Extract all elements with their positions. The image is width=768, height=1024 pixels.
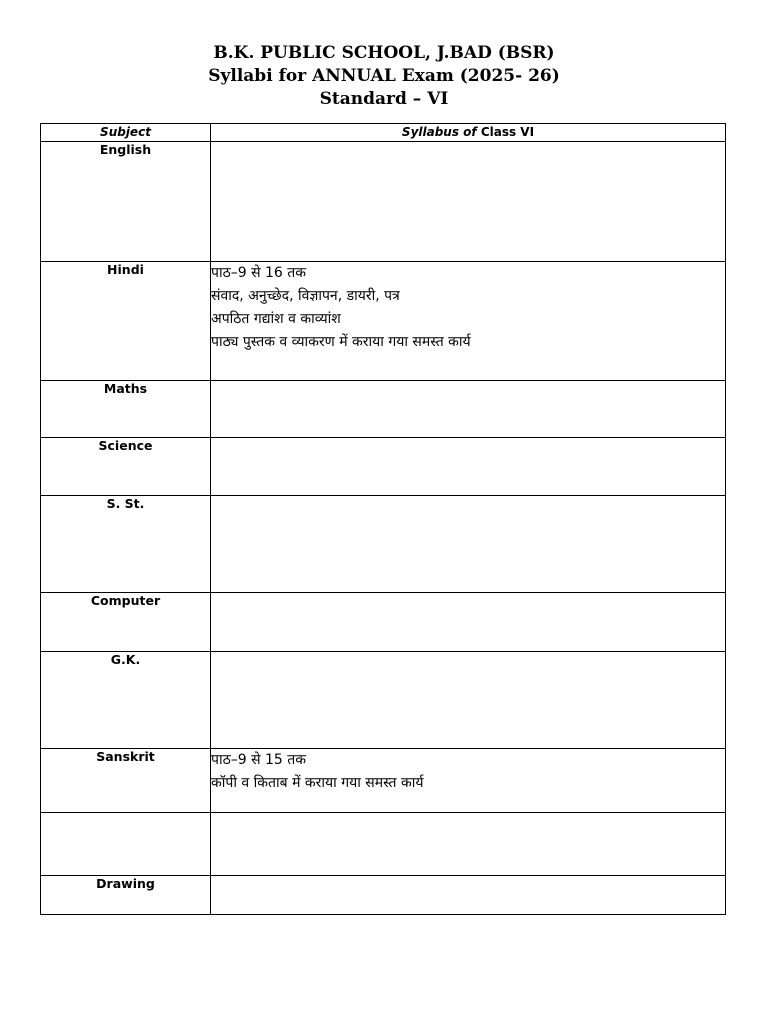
subject-cell: English [41,142,211,262]
subject-cell: Computer [41,593,211,652]
table-row-science [41,438,726,496]
syllabus-cell [211,652,726,749]
standard-title: Standard – VI [319,89,449,109]
subject-cell: Drawing [41,876,211,915]
table-row-gk [41,652,726,749]
syllabus-line: पाठ–9 से 15 तक [211,752,306,768]
syllabus-cell [211,876,726,915]
subject-cell: Sanskrit [41,749,211,813]
table-row-maths [41,381,726,438]
syllabus-cell [211,142,726,262]
syllabus-cell [211,381,726,438]
syllabus-cell [211,496,726,593]
syllabus-line: पाठ–9 से 16 तक [211,265,306,281]
syllabus-table [40,123,726,915]
syllabus-line: कॉपी व किताब में कराया गया समस्त कार्य [211,775,424,791]
syllabus-line: पाठ्य पुस्तक व व्याकरण में कराया गया समस्त कार्य [211,334,471,350]
subject-cell: S. St. [41,496,211,593]
table-row-sanskrit [41,749,726,813]
document-header [0,42,768,111]
table-row-hindi [41,262,726,381]
syllabus-cell [211,262,726,381]
syllabus-cell [211,749,726,813]
subject-cell [41,813,211,876]
exam-title: Syllabi for ANNUAL Exam (2025- 26) [208,66,560,86]
table-header-row [41,124,726,142]
syllabus-header-class: Class VI [476,125,535,139]
table-row-blank [41,813,726,876]
subject-cell: Hindi [41,262,211,381]
subject-cell: Maths [41,381,211,438]
table-row-sst [41,496,726,593]
subject-column-header: Subject [41,124,211,142]
subject-cell: Science [41,438,211,496]
syllabus-line: संवाद, अनुच्छेद, विज्ञापन, डायरी, पत्र [211,288,400,304]
subject-cell: G.K. [41,652,211,749]
table-row-drawing [41,876,726,915]
syllabus-column-header [211,124,726,142]
syllabus-cell [211,438,726,496]
syllabus-cell [211,593,726,652]
syllabus-header-italic: Syllabus of [401,125,477,139]
table-row-english [41,142,726,262]
syllabus-cell [211,813,726,876]
table-row-computer [41,593,726,652]
school-name: B.K. PUBLIC SCHOOL, J.BAD (BSR) [213,43,555,63]
syllabus-line: अपठित गद्यांश व काव्यांश [211,311,341,327]
